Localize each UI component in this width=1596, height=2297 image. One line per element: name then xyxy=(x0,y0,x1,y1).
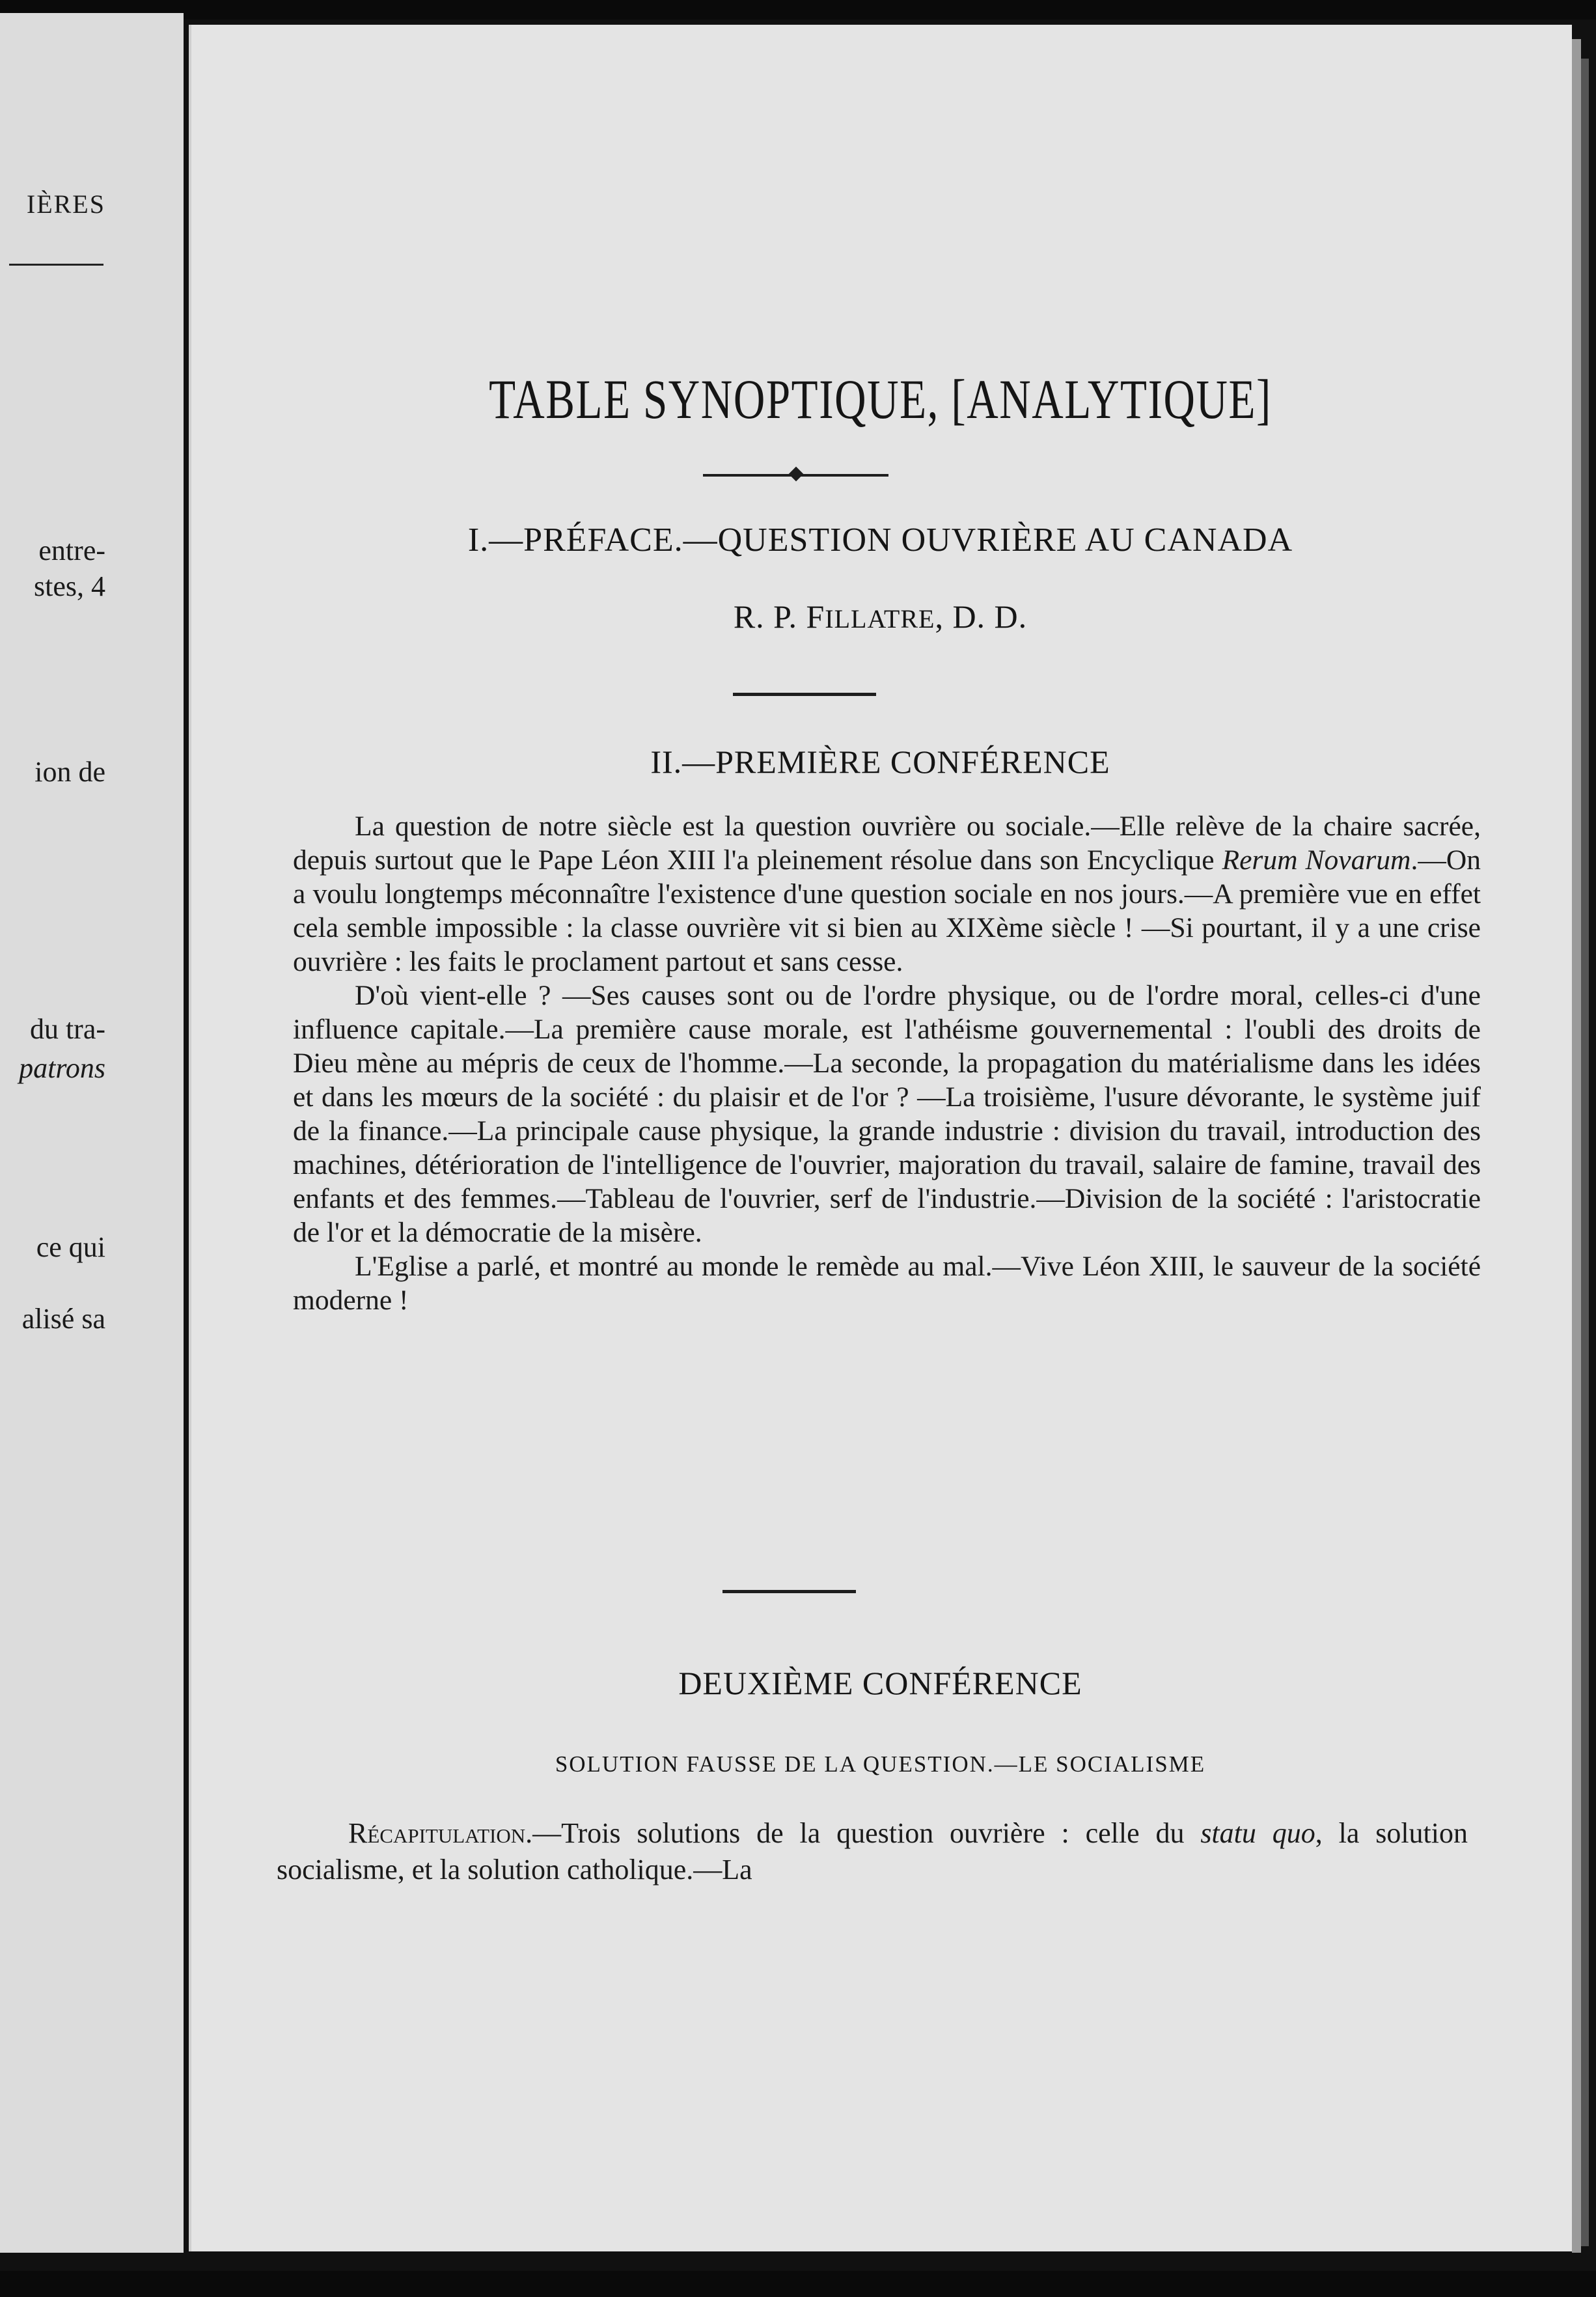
left-fragment: entre- xyxy=(38,535,105,566)
author-prefix: R. P. F xyxy=(733,598,825,635)
section-divider xyxy=(722,1590,856,1593)
page-title: TABLE SYNOPTIQUE, [ANALYTIQUE] xyxy=(489,368,1272,430)
left-fragment: du tra- xyxy=(29,1013,105,1045)
paragraph-3: L'Eglise a parlé, et montré au monde le remède au mal.—Vive Léon XIII, le sauveur de la société moderne ! xyxy=(293,1251,1481,1316)
left-header-rule xyxy=(9,264,103,266)
preface-author xyxy=(189,598,1572,635)
page-stack-edge xyxy=(1572,39,1581,2253)
conference-2-subheading: SOLUTION FAUSSE DE LA QUESTION.—LE SOCIALISME xyxy=(555,1751,1206,1777)
encyclical-title: Rerum Novarum xyxy=(1222,844,1411,876)
page-stack-edge xyxy=(1581,59,1589,2246)
author-suffix: , D. D. xyxy=(935,598,1028,635)
statu-quo: statu quo xyxy=(1200,1817,1315,1849)
paragraph-1: La question de notre siècle est la question ouvrière ou sociale.—Elle relève de la chaire sacrée, depuis surtout que le Pape Léon XIII l'a pleinement résolue dans son Encyclique Rerum Novarum.—On a voulu longtemps méconnaître l'existence d'une question sociale en nos jours.—A première vue en effet cela semble impossible : la classe ouvrière vit si bien au XIXème siècle ! —Si pourtant, il y a une crise ouvrière : les faits le proclament partout et sans cesse. xyxy=(293,811,1481,977)
left-fragment: patrons xyxy=(19,1052,105,1084)
conference-2-recap: Récapitulation.—Trois solutions de la question ouvrière : celle du statu quo, la solution socialisme, et la solution catholique.—La xyxy=(277,1817,1468,1886)
left-fragment: ce qui xyxy=(36,1231,105,1263)
left-fragment: alisé sa xyxy=(21,1303,105,1335)
section-divider xyxy=(733,693,876,696)
conference-1-summary xyxy=(293,809,1481,1317)
recap-label: Récapitulation xyxy=(348,1817,526,1849)
left-fragment: stes, 4 xyxy=(34,570,105,602)
main-page xyxy=(189,25,1572,2251)
conference-1-heading: II.—PREMIÈRE CONFÉRENCE xyxy=(650,744,1110,780)
author-name-rest: ILLATRE xyxy=(825,604,935,633)
left-fragment-header: IÈRES xyxy=(26,189,105,219)
title-ornament-diamond xyxy=(789,467,804,482)
left-fragment: ion de xyxy=(34,756,105,788)
conference-2-heading: DEUXIÈME CONFÉRENCE xyxy=(678,1665,1082,1701)
film-border-bottom xyxy=(0,2271,1596,2297)
preface-heading: I.—PRÉFACE.—QUESTION OUVRIÈRE AU CANADA xyxy=(467,522,1293,559)
paragraph-2: D'où vient-elle ? —Ses causes sont ou de l'ordre physique, ou de l'ordre moral, celles-ci d'une influence capitale.—La première cause morale, est l'athéisme gouvernemental : l'oubli des droits de Dieu mène au mépris de ceux de l'homme.—La seconde, la propagation du matérialisme dans les idées et dans les mœurs de la société : du plaisir et de l'or ? —La troisième, l'usure dévorante, le système juif de la finance.—La principale cause physique, la grande industrie : division du travail, introduction des machines, détérioration de l'intelligence de l'ouvrier, majoration du travail, salaire de famine, travail des enfants et des femmes.—Tableau de l'ouvrier, serf de l'industrie.—Division de la société : l'aristocratie de l'or et la démocratie de la misère. xyxy=(293,980,1481,1248)
left-facing-page xyxy=(0,13,184,2253)
film-border-top xyxy=(0,0,1596,20)
